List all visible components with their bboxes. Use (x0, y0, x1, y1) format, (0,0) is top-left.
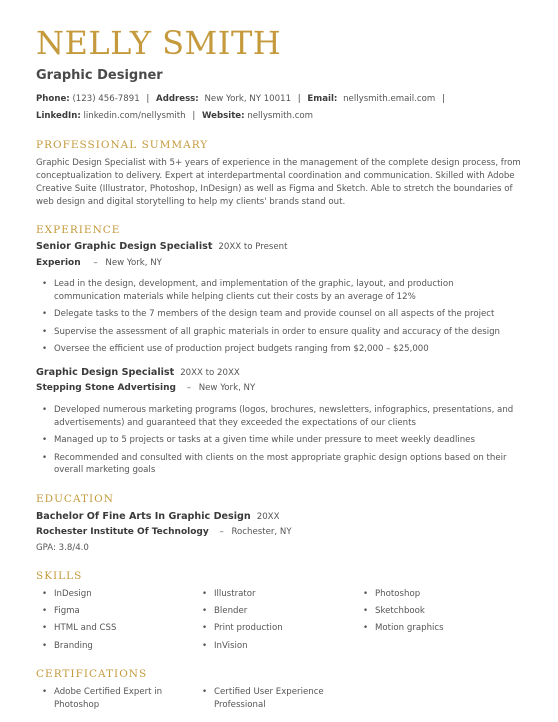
degree (36, 511, 279, 522)
email-value[interactable]: nellysmith.email.com (343, 94, 436, 104)
separator: | (192, 111, 196, 121)
experience-heading: EXPERIENCE (36, 224, 121, 236)
certification-line: • Certified User Experience (214, 687, 324, 697)
summary-line: Graphic Design Specialist with 5+ years of experience in the management of the complete design process, from (36, 158, 521, 168)
company-name: Stepping Stone Advertising (36, 383, 176, 393)
certifications-heading: CERTIFICATIONS (36, 668, 148, 680)
summary-line: conceptualization to delivery. Expert at interdepartmental coordination and communication. Skilled with Adobe (36, 171, 515, 181)
degree-name: Bachelor Of Fine Arts In Graphic Design (36, 511, 251, 522)
skill-item: • Print production (196, 623, 283, 633)
job-bullets (36, 404, 522, 477)
linkedin-value[interactable]: linkedin.com/nellysmith (83, 111, 186, 121)
separator: | (146, 94, 150, 104)
summary-heading: PROFESSIONAL SUMMARY (36, 139, 209, 151)
certification-item (36, 686, 162, 711)
skill-item: • Motion graphics (357, 623, 444, 633)
job-company (36, 383, 255, 393)
email-label: Email: (307, 94, 338, 104)
list-item: • Managed up to 5 projects or tasks at a given time while under pressure to meet weekly deadlines (36, 434, 522, 447)
skill-item: • InDesign (36, 589, 92, 599)
job-title (36, 367, 240, 378)
skill-item: • Photoshop (357, 589, 420, 599)
certification-line: Photoshop (54, 699, 100, 710)
list-item: • Supervise the assessment of all graphic materials in order to ensure quality and accuracy of the design (36, 326, 522, 339)
gpa: GPA: 3.8/4.0 (36, 543, 89, 553)
list-item: • Recommended and consulted with clients on the most appropriate graphic design options based on their overall marketing goals (36, 452, 522, 477)
job-company (36, 258, 162, 268)
list-item: • Oversee the efficient use of production project budgets ranging from $2,000 – $25,000 (36, 343, 522, 356)
job-bullets (36, 278, 522, 356)
job-title-text: Senior Graphic Design Specialist (36, 241, 213, 252)
job-dates: 20XX to 20XX (180, 368, 240, 378)
list-item: • Lead in the design, development, and implementation of the graphic, layout, and production communication materials while helping clients cut their costs by an average of 12% (36, 278, 522, 303)
summary-line: web design and digital storytelling to help my clients' brands stand out. (36, 197, 346, 207)
company-location: New York, NY (105, 258, 162, 268)
school (36, 527, 292, 537)
list-item: • Developed numerous marketing programs (logos, brochures, newsletters, infographics, presentations, and advertisements) and guaranteed that they exceeded the expectations of our clients (36, 404, 522, 429)
linkedin-label: LinkedIn: (36, 111, 81, 121)
skill-item: • Blender (196, 606, 247, 616)
contact-line-1 (36, 94, 449, 104)
job-title-text: Graphic Design Specialist (36, 367, 175, 378)
address-label: Address: (156, 94, 199, 104)
company-name: Experion (36, 258, 81, 268)
school-location: Rochester, NY (231, 527, 292, 537)
candidate-name: NELLY SMITH (36, 24, 282, 62)
dash: – (186, 383, 191, 393)
skill-item: • InVision (196, 641, 248, 651)
separator: | (442, 94, 445, 104)
dash: – (93, 258, 98, 268)
job-dates: 20XX to Present (218, 242, 288, 252)
list-item: • Delegate tasks to the 7 members of the design team and provide counsel on all aspects of the project (36, 308, 522, 321)
certification-item (196, 686, 324, 711)
phone-label: Phone: (36, 94, 70, 104)
summary-text (36, 157, 522, 209)
separator: | (297, 94, 301, 104)
website-label: Website: (201, 111, 245, 121)
website-value[interactable]: nellysmith.com (247, 111, 314, 121)
company-location: New York, NY (198, 383, 256, 393)
skill-item: • HTML and CSS (36, 623, 116, 633)
skills-heading: SKILLS (36, 570, 83, 582)
skill-item: • Illustrator (196, 589, 256, 599)
phone-value: (123) 456-7891 (72, 94, 140, 104)
contact-line-2 (36, 111, 313, 121)
skill-item: • Figma (36, 606, 80, 616)
dash: – (219, 527, 224, 537)
education-heading: EDUCATION (36, 493, 114, 505)
job-title (36, 241, 287, 252)
summary-line: Creative Suite (Illustrator, Photoshop, InDesign) as well as Figma and Sketch. Able to stretch the boundaries of (36, 184, 513, 194)
address-value: New York, NY 10011 (204, 94, 292, 104)
skill-item: • Branding (36, 641, 93, 651)
candidate-role: Graphic Designer (36, 68, 163, 83)
degree-year: 20XX (256, 512, 280, 522)
certification-line: • Adobe Certified Expert in (54, 687, 163, 697)
certification-line: Professional (214, 699, 266, 710)
school-name: Rochester Institute Of Technology (36, 527, 209, 537)
skill-item: • Sketchbook (357, 606, 425, 616)
